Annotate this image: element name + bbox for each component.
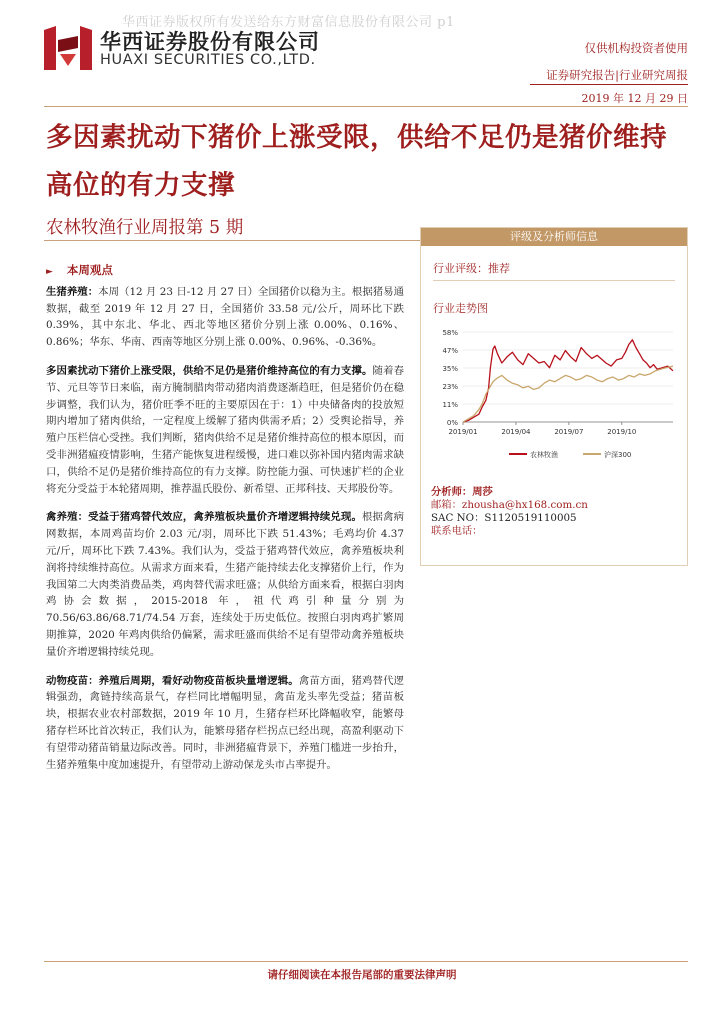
analyst-row	[431, 486, 588, 499]
divider	[44, 106, 688, 107]
y-tick-label: 23%	[442, 383, 458, 391]
report-date: 2019 年 12 月 29 日	[581, 92, 688, 105]
legend-label: 沪深300	[604, 451, 632, 459]
paragraph-vaccine	[46, 673, 404, 774]
y-tick-label: 58%	[442, 329, 458, 337]
industry-trend-chart	[421, 322, 687, 472]
report-type: 证券研究报告|行业研究周报	[546, 68, 688, 82]
paragraph-text: 根据禽病网数据，本周鸡苗均价 2.03 元/羽，周环比下跌 51.43%；毛鸡均价 4.37 元/斤，周环比下跌 7.43%。我们认为，受益于猪鸡替代效应，禽养殖板块利润将持续维持高位。从需求方面来看，生猪产能持续去化支撑猪价上行，作为我国第二大肉类消费品类，鸡肉替代需求旺盛；从供给方面来看，根据白羽肉鸡协会数据，2015-2018 年，祖代鸡引种量分别为 70.56/63.86/68.71/74.54 万套，连续处于历史低位。按照白羽肉鸡扩繁周期推算，2020 年鸡肉供给仍偏紧，需求旺盛而供给不足有望带动禽养殖板块量价齐增逻辑持续兑现。	[46, 511, 405, 658]
email-link[interactable]: zhousha@hx168.com.cn	[461, 499, 588, 511]
paragraph-poultry	[46, 509, 404, 660]
x-tick-label: 2019/04	[501, 428, 531, 436]
sac-label: SAC NO：	[431, 512, 485, 524]
y-tick-label: 11%	[442, 401, 458, 409]
legal-disclaimer-note: 请仔细阅读在本报告尾部的重要法律声明	[267, 969, 457, 981]
analyst-info	[431, 486, 588, 538]
x-tick-label: 2019/07	[554, 428, 584, 436]
report-title: 多因素扰动下猪价上涨受限，供给不足仍是猪价维持高位的有力支撑	[46, 122, 667, 201]
panel-header: 评级及分析师信息	[421, 228, 687, 246]
x-tick-label: 2019/01	[448, 428, 478, 436]
analyst-name: 周莎	[472, 486, 493, 498]
industry-rating	[433, 260, 510, 276]
main-body	[46, 262, 404, 785]
section-title: 本周观点	[66, 263, 113, 277]
divider	[44, 961, 688, 962]
y-tick-label: 35%	[442, 365, 458, 373]
paragraph-lead: 生猪养殖：	[46, 285, 99, 298]
paragraph-text: 随着春节、元旦等节日来临，南方腌制腊肉带动猪肉消费逐渐趋旺，但是猪价仍在稳步调整，我们认为，猪价旺季不旺的主要原因在于：1）中央储备肉的投放短期内增加了猪肉供给，一定程度上缓解了猪肉供需矛盾；2）受舆论指导，养殖户压栏信心受挫。我们判断，猪肉供给不足是猪价维持高位的根本原因，而受非洲猪瘟疫情影响，生猪产能恢复进程缓慢，进口难以弥补国内猪肉需求缺口，供给不足仍是猪价维持高位的有力支撑。防控能力强、可快速扩栏的企业将充分受益于本轮猪周期，推荐温氏股份、新希望、正邦科技、天邦股份等。	[46, 364, 405, 495]
analyst-label: 分析师：	[431, 486, 473, 498]
phone-label: 联系电话：	[431, 525, 483, 537]
report-subtitle: 农林牧渔行业周报第 5 期	[46, 218, 244, 238]
company-name-en: HUAXI SECURITIES CO.,LTD.	[100, 52, 316, 68]
rating-label: 行业评级：	[433, 262, 488, 275]
watermark: 华西证券版权所有发送给东方财富信息股份有限公司 p1	[122, 15, 455, 30]
paragraph-lead: 禽养殖：受益于猪鸡替代效应，禽养殖板块量价齐增逻辑持续兑现。	[46, 511, 363, 524]
paragraph-lead: 动物疫苗：养殖后周期，看好动物疫苗板块量增逻辑。	[46, 674, 299, 687]
y-tick-label: 47%	[442, 347, 458, 355]
sac-row	[431, 512, 588, 525]
x-tick-label: 2019/10	[607, 428, 637, 436]
legend-label: 农林牧渔	[530, 451, 558, 459]
rating-value: 推荐	[488, 262, 510, 275]
paragraph-pig	[46, 284, 404, 351]
email-row	[431, 499, 588, 512]
y-tick-label: 0%	[446, 419, 458, 427]
divider	[530, 84, 688, 85]
series-line-csi300	[463, 366, 673, 422]
divider	[433, 280, 675, 281]
company-name-cn: 华西证券股份有限公司	[100, 30, 320, 54]
investor-note: 仅供机构投资者使用	[584, 41, 688, 55]
triangle-bullet-icon: ►	[46, 267, 53, 277]
paragraph-supply	[46, 363, 404, 497]
rating-analyst-panel	[420, 227, 688, 566]
email-label: 邮箱：	[431, 499, 462, 511]
phone-row	[431, 525, 588, 538]
sac-number: S1120519110005	[484, 512, 577, 524]
paragraph-text: 本周（12 月 23 日-12 月 27 日）全国猪价以稳为主。根据猪易通数据，截至 2019 年 12 月 27 日，全国猪价 33.58 元/公斤，周环比下跌 0.39%，其中东北、华北、西北等地区猪价分别上涨 0.00%、0.16%、0.86%；华东、华南、西南等地区分别上涨 0.00%、0.96%、-0.36%。	[46, 285, 405, 349]
section-heading	[46, 262, 404, 281]
paragraph-lead: 多因素扰动下猪价上涨受限，供给不足仍是猪价维持高位的有力支撑。	[46, 364, 373, 377]
paragraph-text: 禽苗方面，猪鸡替代逻辑强劲，禽链持续高景气，存栏同比增幅明显，禽苗龙头率先受益；猪苗板块，根据农业农村部数据，2019 年 10 月，生猪存栏环比降幅收窄，能繁母猪存栏环比首次转正，我们认为，能繁母猪存栏拐点已经出现，高盈利驱动下有望带动猪苗销量边际改善。同时，非洲猪瘟背景下，养殖门槛进一步抬升，生猪养殖集中度加速提升，有望带动上游动保龙头市占率提升。	[46, 674, 405, 771]
huaxi-logo-icon	[44, 26, 92, 70]
trend-chart-title: 行业走势图	[433, 302, 488, 315]
